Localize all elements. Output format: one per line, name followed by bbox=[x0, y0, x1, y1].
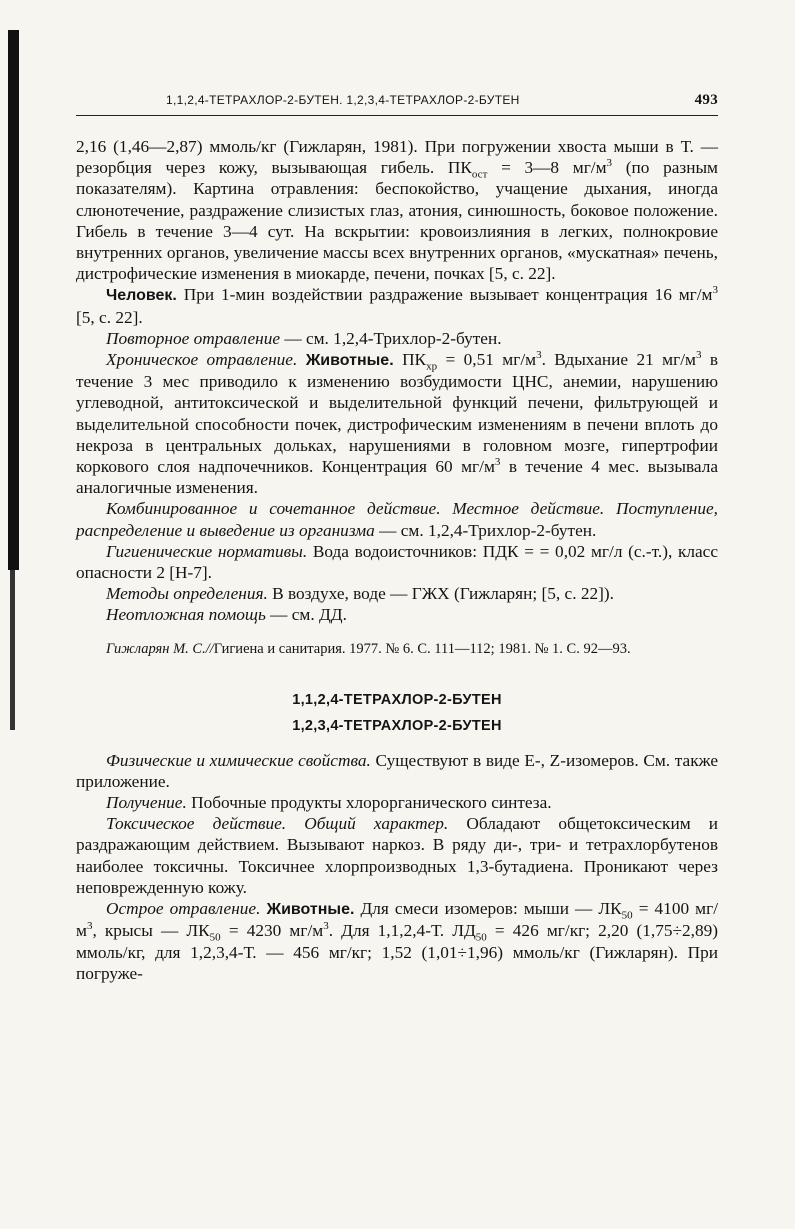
scan-edge-shadow-lower bbox=[10, 570, 15, 730]
reference-entry: Гижларян М. С.//Гигиена и санитария. 1977. № 6. С. 111—112; 1981. № 1. С. 92—93. bbox=[106, 640, 631, 657]
running-header bbox=[76, 92, 718, 116]
paragraph-continuation: 2,16 (1,46—2,87) ммоль/кг (Гижларян, 1981). При погружении хвоста мыши в Т. — резорбция через кожу, вызывающая гибель. $ПК_{ост}$ = 3—8 $мг/м^3$ (по разным показателям). Картина отравления: беспокойство, учащение дыхания, иногда слюнотечение, раздражение слизистых глаз, атония, синюшность, боковое положение. Гибель в течение 3—4 сут. На вскрытии: кровоизлияния в легких, полнокровие внутренних органов, увеличение массы всех внутренних органов, «мускатная» печень, дистрофические изменения в миокарде, печени, почках [5, с. 22]. bbox=[76, 137, 718, 284]
paragraph-methods: Методы определения. В воздухе, воде — ГЖХ (Гижларян; [5, с. 22]). bbox=[106, 584, 614, 604]
paragraph-combined-action: Комбинированное и сочетанное действие. Местное действие. Поступление, распределение и выведение из организма — см. 1,2,4-Трихлор-2-бутен. bbox=[76, 499, 718, 540]
paragraph-human: Человек. При 1-мин воздействии раздражение вызывает концентрация 16 $мг/м^3$ [5, с. 22]. bbox=[76, 284, 718, 327]
paragraph-repeated-poisoning: Повторное отравление — см. 1,2,4-Трихлор-2-бутен. bbox=[106, 328, 502, 348]
running-title: 1,1,2,4-ТЕТРАХЛОР-2-БУТЕН. 1,2,3,4-ТЕТРАХЛОР-2-БУТЕН bbox=[166, 93, 520, 107]
paragraph-toxic-action: Токсическое действие. Общий характер. Обладают общетоксическим и раздражающим действием. Вызывают наркоз. В ряду ди-, три- и тетрахлорбутенов наиболее токсичны. Токсичнее хлорпроизводных 1,3-бутадиена. Проникают через неповрежденную кожу. bbox=[76, 814, 719, 897]
section-title-2: 1,2,3,4-ТЕТРАХЛОР-2-БУТЕН bbox=[292, 717, 502, 734]
paragraph-chronic-poisoning: Хроническое отравление. Животные. $ПК_{хр} = 0,51$ $мг/м^3$. Вдыхание 21 $мг/м^3$ в течение 3 мес приводило к изменению возбудимости ЦНС, анемии, нарушению углеводной, антитоксической и выделительной функций печени, фильтрующей и выделительной способности почек, дистрофическим изменениям в печени вплоть до некроза в центральных дольках, нарушениями в головном мозге, гипертрофии коркового слоя надпочечников. Концентрация 60 $мг/м^3$ в течение 4 мес. вызывала аналогичные изменения. bbox=[76, 349, 719, 498]
document-page bbox=[76, 92, 718, 984]
scan-edge-shadow bbox=[8, 30, 19, 570]
paragraph-production: Получение. Побочные продукты хлорорганического синтеза. bbox=[106, 793, 552, 813]
paragraph-emergency-aid: Неотложная помощь — см. ДД. bbox=[106, 605, 347, 625]
paragraph-properties: Физические и химические свойства. Существуют в виде E-, Z-изомеров. См. также приложение. bbox=[76, 750, 718, 791]
section-title-1: 1,1,2,4-ТЕТРАХЛОР-2-БУТЕН bbox=[292, 691, 502, 708]
paragraph-hygienic-norms: Гигиенические нормативы. Вода водоисточников: ПДК = = 0,02 мг/л (с.-т.), класс опасности 2 [Н-7]. bbox=[76, 541, 718, 583]
page-number: 493 bbox=[694, 92, 718, 108]
paragraph-acute-poisoning: Острое отравление. Животные. Для смеси изомеров: мыши — $ЛК_{50} = 4100$ $мг/м^3$, крысы — $ЛК_{50} = 4230$ $мг/м^3$. Для 1,1,2,4-Т. $ЛД_{50} = 426$ мг/кг; 2,20 (1,75÷2,89) ммоль/кг, для 1,2,3,4-Т. — 456 мг/кг; 1,52 (1,01÷1,96) ммоль/кг (Гижларян). При погруже- bbox=[76, 899, 719, 983]
